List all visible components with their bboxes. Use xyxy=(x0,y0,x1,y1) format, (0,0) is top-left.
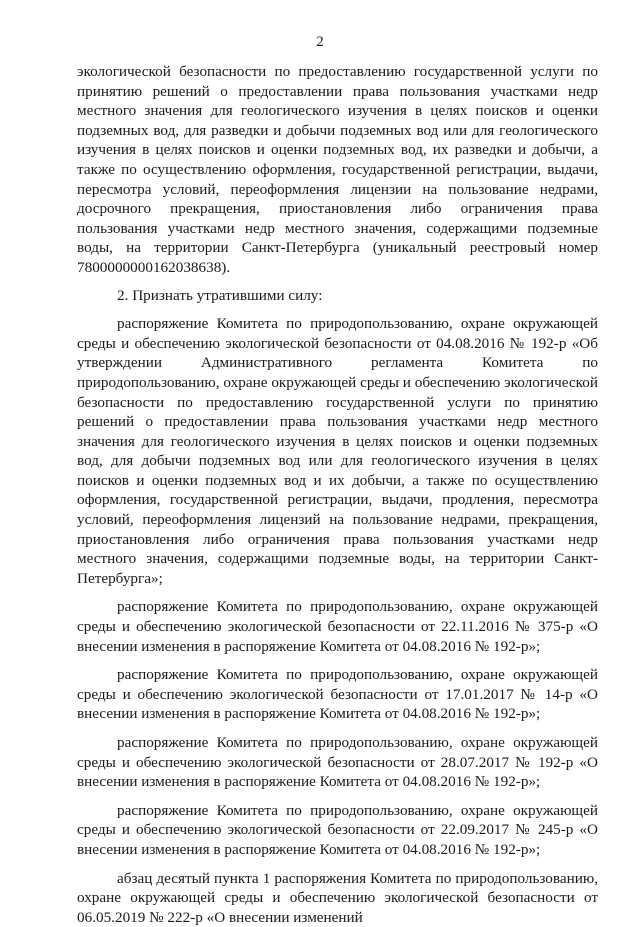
paragraph-continuation: экологической безопасности по предоставлению государственной услуги по принятию решений о предоставлении права пользования участками недр местного значения для геологического изучения в целях поисков и оценки подземных вод, для разведки и добычи подземных вод или для геологического изучения в целях поисков и оценки подземных вод, их разведки и добычи, а также по осуществлению оформления, государственной регистрации, выдачи, пересмотра условий, переоформления лицензии на пользование недрами, досрочного прекращения, приостановления либо ограничения права пользования участками недр местного значения, содержащими подземные воды, на территории Санкт-Петербурга (уникальный реестровый номер 7800000000162038638). xyxy=(77,63,598,276)
paragraph-order-14: распоряжение Комитета по природопользованию, охране окружающей среды и обеспечению экологической безопасности от 17.01.2017 № 14-р «О внесении изменения в распоряжение Комитета от 04.08.2016 № 192-р»; xyxy=(77,666,598,723)
paragraph-order-245: распоряжение Комитета по природопользованию, охране окружающей среды и обеспечению экологической безопасности от 22.09.2017 № 245-р «О внесении изменения в распоряжение Комитета от 04.08.2016 № 192-р»; xyxy=(77,801,598,858)
page-number: 2 xyxy=(316,34,324,50)
document-body xyxy=(77,62,598,927)
paragraph-order-222: абзац десятый пункта 1 распоряжения Комитета по природопользованию, охране окружающей среды и обеспечению экологической безопасности от 06.05.2019 № 222-р «О внесении изменений xyxy=(77,869,598,926)
paragraph-order-192-2017: распоряжение Комитета по природопользованию, охране окружающей среды и обеспечению экологической безопасности от 28.07.2017 № 192-р «О внесении изменения в распоряжение Комитета от 04.08.2016 № 192-р»; xyxy=(77,734,598,791)
paragraph-section-2: 2. Признать утратившими силу: xyxy=(117,286,323,304)
paragraph-order-192: распоряжение Комитета по природопользованию, охране окружающей среды и обеспечению экологической безопасности от 04.08.2016 № 192-р «Об утверждении Административного регламента Комитета по природопользованию, охране окружающей среды и обеспечению экологической безопасности по предоставлению государственной услуги по принятию решений о предоставлении права пользования участками недр местного значения для геологического изучения в целях поисков и оценки подземных вод, для добычи подземных вод или для геологического изучения в целях поисков и оценки подземных вод и их добычи, а также по осуществлению оформления, государственной регистрации, выдачи, продления, пересмотра условий, переоформления лицензий на пользование недрами, прекращения, приостановления либо ограничения права пользования участками недр местного значения, содержащими подземные воды, на территории Санкт-Петербурга»; xyxy=(77,315,598,587)
paragraph-order-375: распоряжение Комитета по природопользованию, охране окружающей среды и обеспечению экологической безопасности от 22.11.2016 № 375-р «О внесении изменения в распоряжение Комитета от 04.08.2016 № 192-р»; xyxy=(77,598,598,655)
